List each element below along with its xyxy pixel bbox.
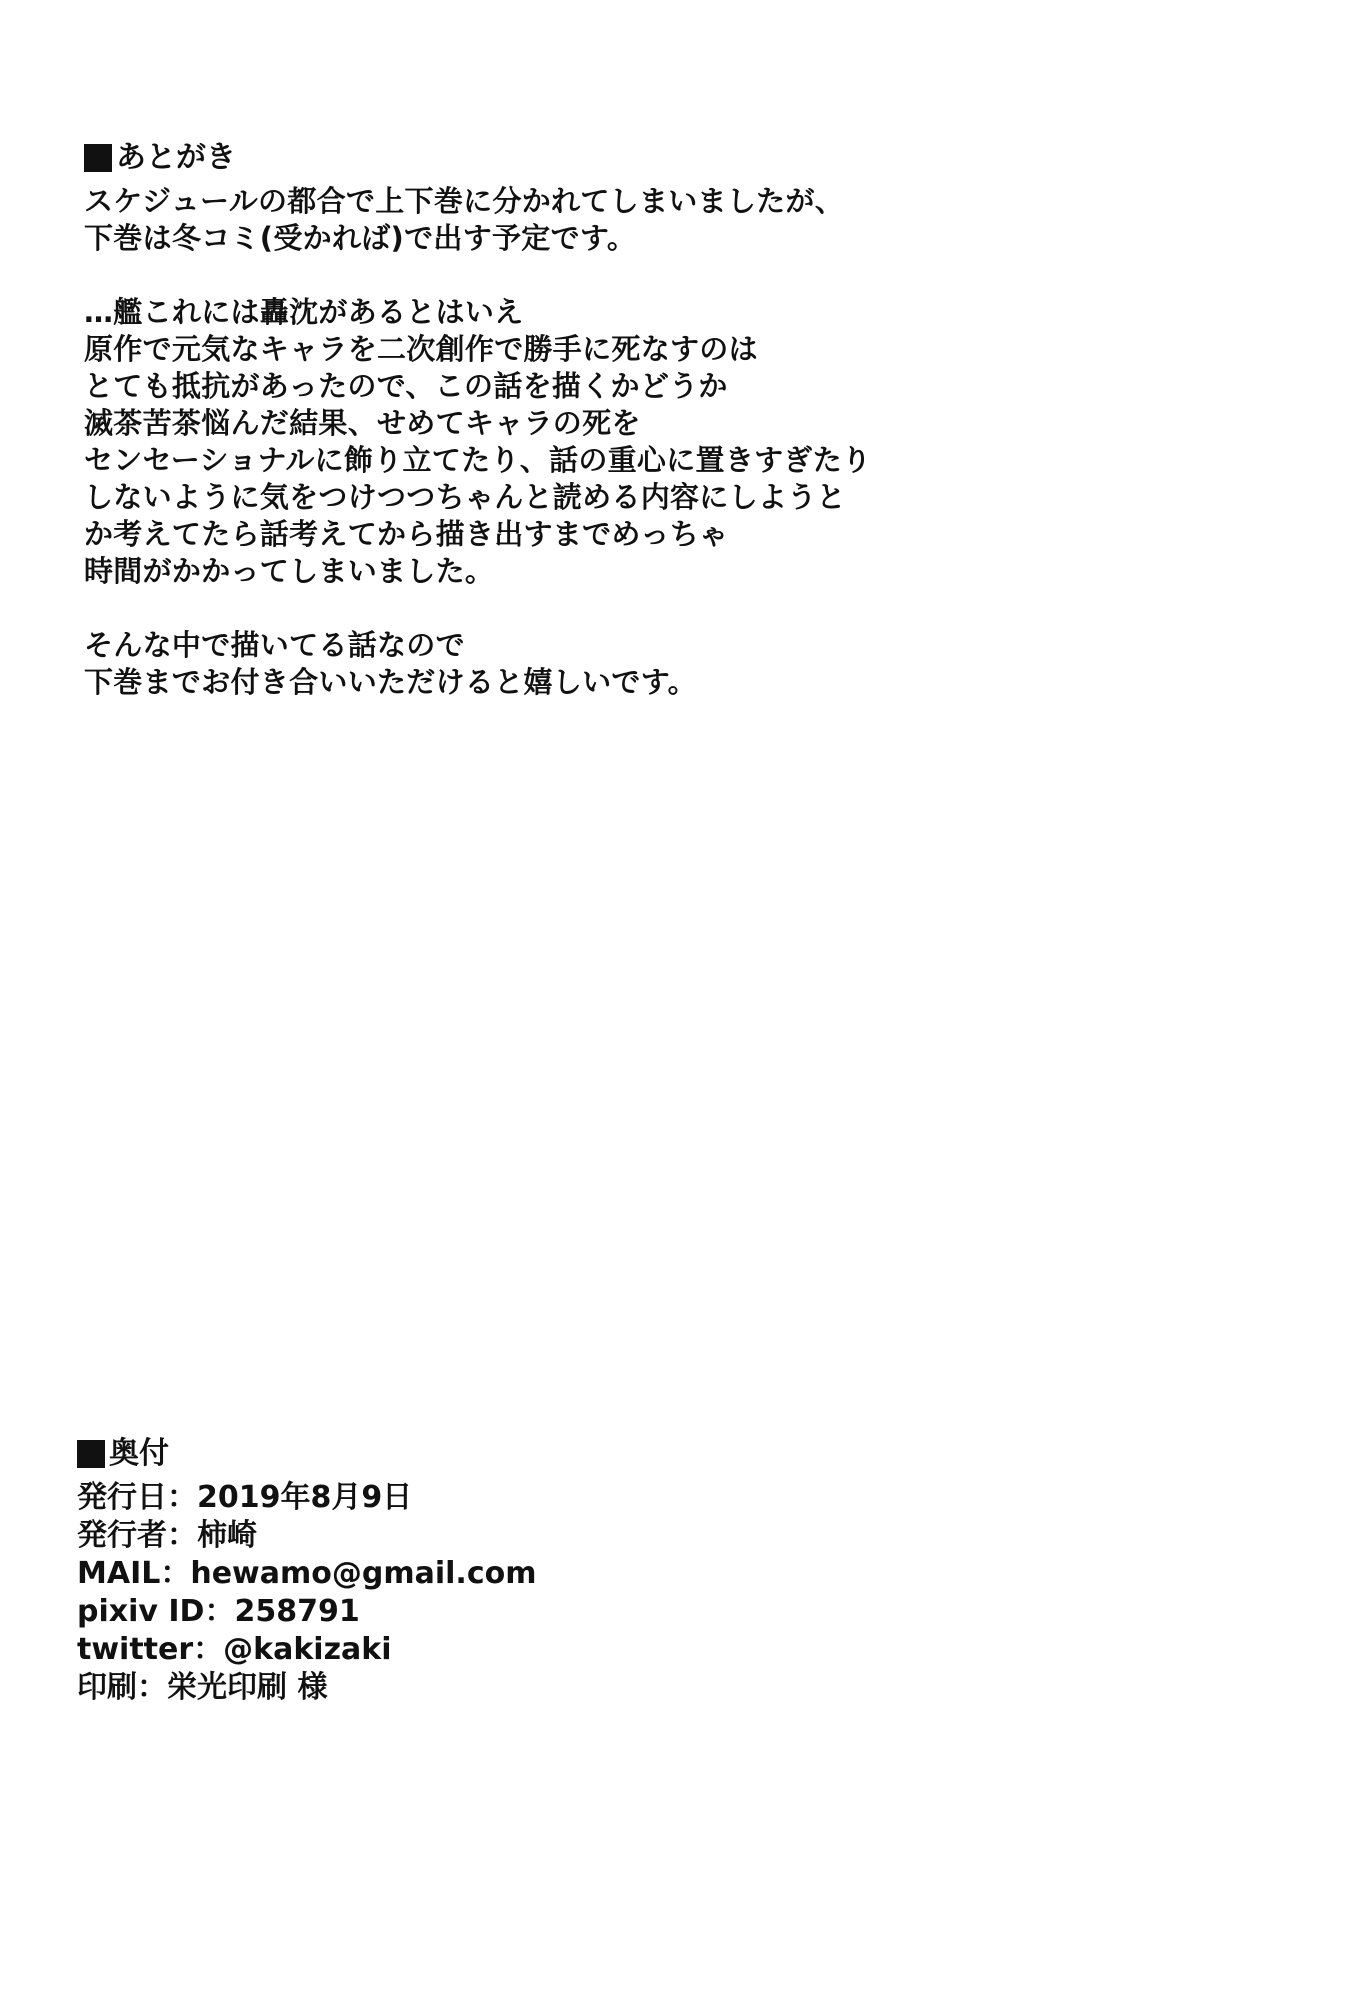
- black-square-icon: [77, 1440, 105, 1468]
- pixiv-id: pixiv ID：258791: [77, 1594, 360, 1629]
- black-square-icon: [84, 144, 112, 172]
- afterword-paragraph-2: [84, 294, 1244, 590]
- afterword-paragraph-1: [84, 183, 1244, 257]
- text-line: 滅茶苦茶悩んだ結果、せめてキャラの死を: [84, 406, 641, 440]
- printer: 印刷：栄光印刷 様: [77, 1670, 328, 1705]
- text-line: 下巻までお付き合いいただけると嬉しいです。: [84, 665, 697, 699]
- colophon-heading-text: 奥付: [109, 1436, 169, 1471]
- afterword-section: [84, 133, 1244, 738]
- text-line: とても抵抗があったので、この話を描くかどうか: [84, 369, 728, 403]
- text-line: センセーショナルに飾り立てたり、話の重心に置きすぎたり: [84, 443, 872, 477]
- text-line: 原作で元気なキャラを二次創作で勝手に死なすのは: [84, 332, 758, 366]
- text-line: か考えてたら話考えてから描き出すまでめっちゃ: [84, 517, 729, 551]
- afterword-paragraph-3: [84, 627, 1244, 701]
- text-line: …艦これには轟沈があるとはいえ: [84, 295, 524, 329]
- twitter-handle: twitter：@kakizaki: [77, 1632, 392, 1667]
- mail-address: MAIL：hewamo@gmail.com: [77, 1556, 537, 1591]
- text-line: しないように気をつけつつちゃんと読める内容にしようと: [84, 480, 846, 514]
- text-line: そんな中で描いてる話なので: [84, 628, 465, 662]
- text-line: 時間がかかってしまいました。: [84, 554, 495, 588]
- afterword-heading: [84, 133, 1244, 183]
- publisher: 発行者：柿崎: [77, 1518, 257, 1553]
- publish-date: 発行日：2019年8月9日: [77, 1480, 413, 1515]
- afterword-heading-text: あとがき: [116, 140, 236, 175]
- colophon-section: [77, 1429, 1237, 1707]
- colophon-heading: [77, 1429, 1237, 1479]
- text-line: 下巻は冬コミ(受かれば)で出す予定です。: [84, 221, 637, 255]
- text-line: スケジュールの都合で上下巻に分かれてしまいましたが、: [84, 184, 845, 218]
